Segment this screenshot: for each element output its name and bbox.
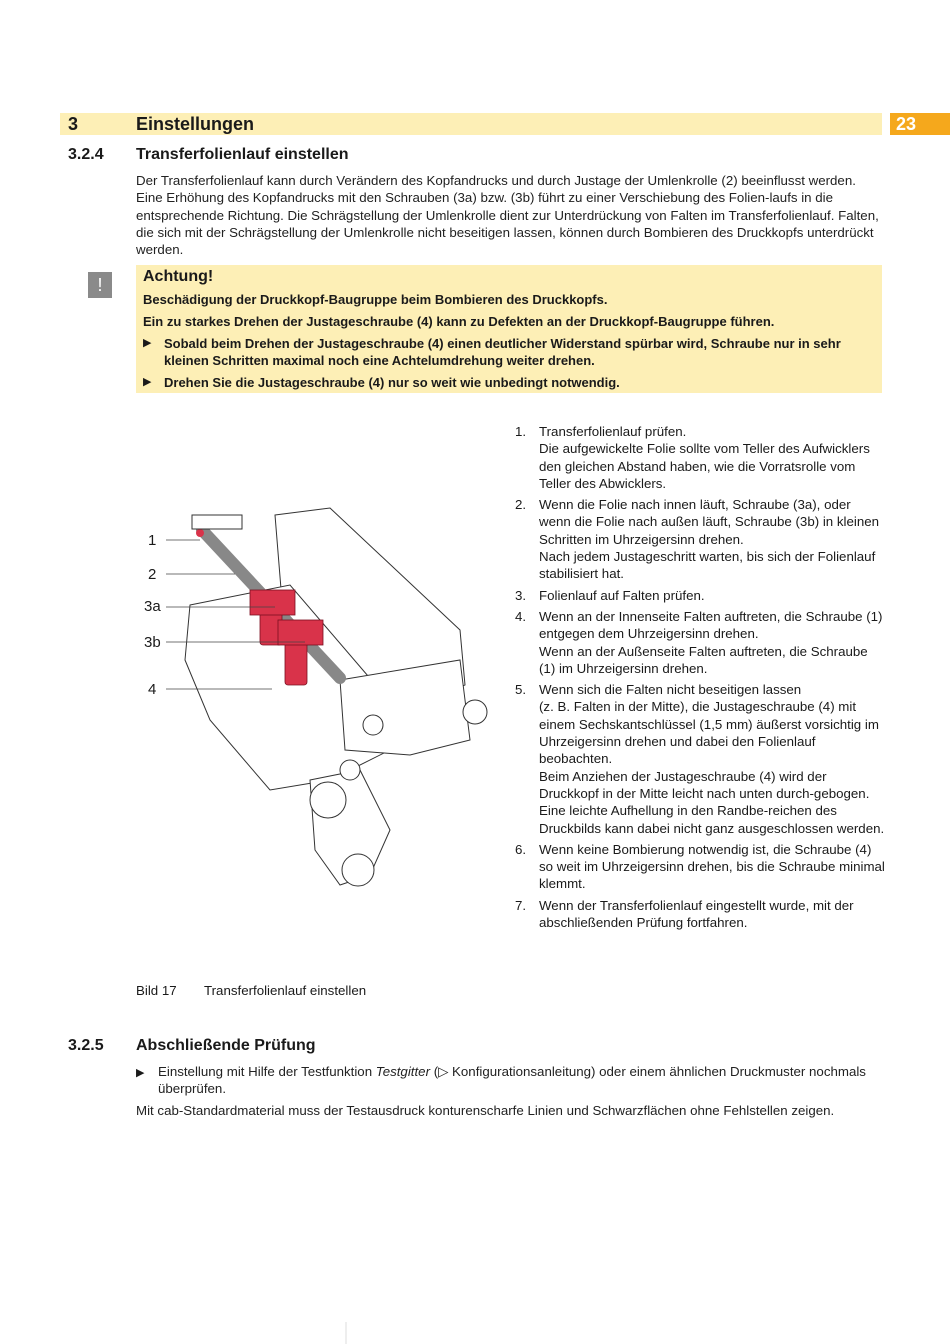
step-text: Wenn sich die Falten nicht beseitigen lassen (z. B. Falten in der Mitte), die Justageschraube (4) mit einem Sechskantschlüssel (1,5 mm) äußerst vorsichtig im Uhrzeigersinn drehen und dabei den Folienlauf beobachten. Beim Anziehen der Justageschraube (4) wird der Druckkopf in der Mitte leicht nach unten durch-gebogen. Eine leichte Aufhellung in den Randbe-reichen des Druckbilds kann dabei nicht ganz ausgeschlossen werden. — [539, 682, 885, 836]
warning-title: Achtung! — [143, 268, 214, 285]
step-item — [515, 681, 885, 837]
chapter-number: 3 — [68, 114, 79, 134]
step-item — [515, 608, 885, 677]
bullet-arrow-icon: ▶ — [143, 337, 152, 349]
page-artifact-line — [345, 1322, 347, 1344]
step-number: 4. — [515, 608, 527, 624]
step-text: Wenn die Folie nach innen läuft, Schraube (3a), oder wenn die Folie nach außen läuft, Schraube (3b) in kleinen Schritten im Uhrzeigersinn drehen. Nach jedem Justageschritt warten, bis sich der Folienlauf stabilisiert hat. — [539, 497, 880, 582]
bullet-arrow-icon: ▶ — [143, 376, 152, 388]
callout-label: 3b — [144, 634, 161, 651]
callout-leaders — [130, 490, 500, 890]
step-item — [515, 587, 885, 604]
section-number: 3.2.4 — [68, 146, 104, 163]
bullet-text-pre: Einstellung mit Hilfe der Testfunktion — [158, 1064, 376, 1079]
warning-line: Ein zu starkes Drehen der Justageschraube (4) kann zu Defekten an der Druckkopf-Baugruppe führen. — [143, 314, 775, 329]
exclamation-icon: ! — [88, 272, 112, 298]
step-text: Folienlauf auf Falten prüfen. — [539, 587, 705, 603]
step-text: Transferfolienlauf prüfen. Die aufgewickelte Folie sollte vom Teller des Aufwicklers den gleichen Abstand haben, wie die Vorratsrolle vom Teller des Abwicklers. — [539, 424, 870, 491]
section-number: 3.2.5 — [68, 1037, 104, 1054]
step-number: 5. — [515, 682, 527, 698]
callout-label: 4 — [148, 681, 157, 698]
step-text: Wenn der Transferfolienlauf eingestellt wurde, mit der abschließenden Prüfung fortfahren. — [539, 897, 854, 931]
step-number: 2. — [515, 497, 527, 513]
step-number: 7. — [515, 897, 527, 913]
figure-caption-label: Bild 17 — [136, 983, 177, 998]
step-item — [515, 496, 885, 582]
step-number: 1. — [515, 424, 527, 439]
step-item — [515, 841, 885, 893]
callout-label: 1 — [148, 532, 157, 549]
step-text: Wenn an der Innenseite Falten auftreten, die Schraube (1) entgegen dem Uhrzeigersinn drehen. Wenn an der Außenseite Falten auftreten, die Schraube (1) im Uhrzeigersinn drehen. — [539, 608, 883, 676]
procedure-steps — [515, 423, 885, 935]
page-number-badge: 23 — [890, 113, 950, 135]
step-item — [515, 897, 885, 932]
section-title: Transferfolienlauf einstellen — [136, 146, 349, 163]
section-intro-paragraph: Der Transferfolienlauf kann durch Verändern des Kopfandrucks und durch Justage der Umlenkrolle (2) beeinflusst werden. Eine Erhöhung des Kopfandrucks mit den Schrauben (3a) bzw. (3b) führt zu einer Verschiebung des Folien-laufs in die entsprechende Richtung. Die Schrägstellung der Umlenkrolle dient zur Unterdrückung von Falten im Transferfolienlauf. Falten, die sich mit der Schrägstellung der Umlenkrolle nicht beseitigen lassen, können durch Bombieren des Druckkopfs unterdrückt werden. — [136, 173, 879, 258]
callout-label: 2 — [148, 566, 157, 583]
instruction-bullet — [158, 1063, 878, 1098]
printhead-illustration — [130, 490, 500, 890]
warning-line: Beschädigung der Druckkopf-Baugruppe beim Bombieren des Druckkopfs. — [143, 292, 608, 307]
closing-paragraph: Mit cab-Standardmaterial muss der Testausdruck konturenscharfe Linien und Schwarzflächen ohne Fehlstellen zeigen. — [136, 1103, 835, 1118]
function-name-testgitter: Testgitter — [375, 1064, 430, 1079]
step-number: 3. — [515, 587, 527, 603]
step-number: 6. — [515, 841, 527, 857]
section-title: Abschließende Prüfung — [136, 1037, 316, 1054]
bullet-text-post: (▷ Konfigurationsanleitung) oder einem ähnlichen Druckmuster nochmals überprüfen. — [158, 1064, 866, 1097]
warning-bullet: Drehen Sie die Justageschraube (4) nur so weit wie unbedingt notwendig. — [164, 375, 620, 390]
chapter-title: Einstellungen — [136, 114, 255, 134]
step-item — [515, 423, 885, 492]
step-text: Wenn keine Bombierung notwendig ist, die Schraube (4) so weit im Uhrzeigersinn drehen, bis die Schraube minimal klemmt. — [539, 841, 885, 892]
callout-label: 3a — [144, 598, 161, 615]
warning-bullet: Sobald beim Drehen der Justageschraube (4) einen deutlicher Widerstand spürbar wird, Schraube nur in sehr kleinen Schritten maximal noch eine Achtelumdrehung weiter drehen. — [164, 336, 841, 368]
figure-caption-text: Transferfolienlauf einstellen — [204, 983, 367, 998]
bullet-arrow-icon: ▶ — [136, 1067, 145, 1079]
